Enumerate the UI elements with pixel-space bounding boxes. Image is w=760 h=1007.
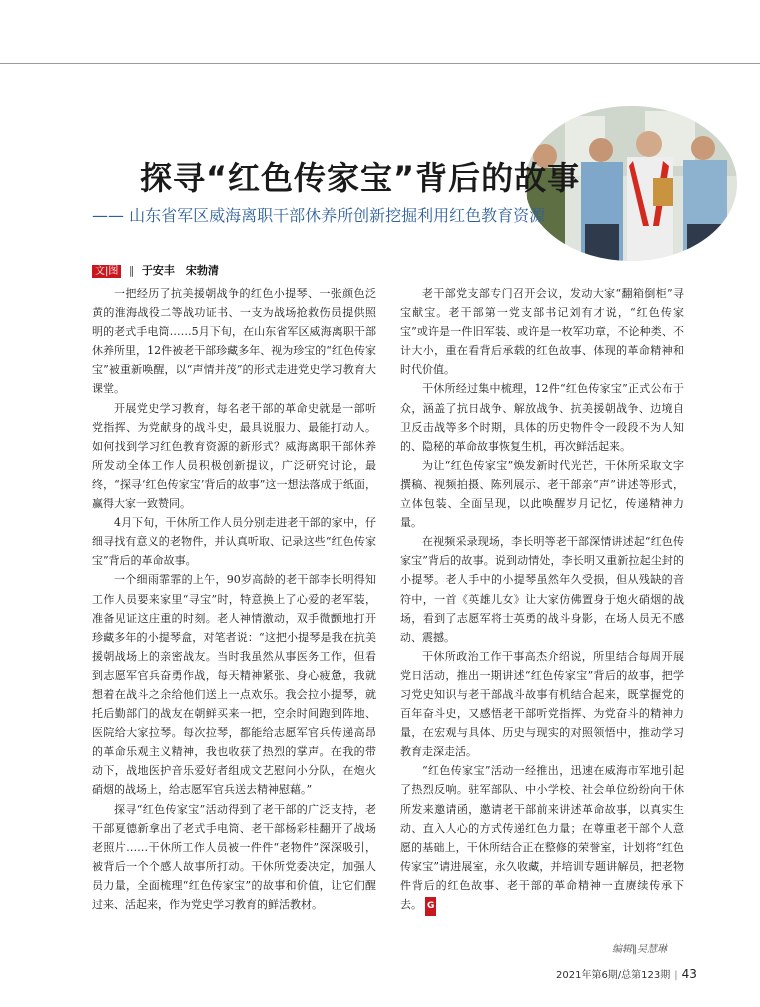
- byline-separator: ‖: [128, 264, 135, 277]
- paragraph: 探寻“红色传家宝”活动得到了老干部的广泛支持，老干部夏德新拿出了老式手电筒、老干部杨彩桂翻开了战场老照片……干休所工作人员被一件件“老物件”深深吸引，被背后一个个感人故事所打动。干休所党委决定，加强人员力量，全面梳理“红色传家宝”的故事和价值，让它们醒过来、活起来，作为党史学习教育的鲜活教材。: [92, 802, 376, 911]
- paragraph: 在视频采录现场，李长明等老干部深情讲述起“红色传家宝”背后的故事。说到动情处，李长明又重新拉起尘封的小提琴。老人手中的小提琴虽然年久受损，但从残缺的音符中，一首《英雄儿女》让大家仿佛置身于炮火硝烟的战场，看到了志愿军将士英勇的战斗身影，在场人员无不感动、震撼。: [400, 535, 684, 644]
- paragraph-text: “红色传家宝”活动一经推出，迅速在威海市军地引起了热烈反响。驻军部队、中小学校、社会单位纷纷向干休所发来邀请函，邀请老干部前来讲述革命故事，以真实生动、直入人心的方式传递红色力量；在尊重老干部个人意愿的基础上，干休所结合正在整修的荣誉室，计划将“红色传家宝”请进展室，永久收藏，并培训专题讲解员，把老物件背后的红色故事、老干部的革命精神一直赓续传承下去。: [400, 764, 684, 911]
- paragraph-last: [400, 761, 684, 916]
- paragraph: 4月下旬，干休所工作人员分别走进老干部的家中，仔细寻找有意义的老物件，并认真听取、记录这些“红色传家宝”背后的革命故事。: [92, 516, 376, 568]
- issue-info: 2021年第6期/总第123期: [556, 970, 671, 981]
- paragraph: 一把经历了抗美援朝战争的红色小提琴、一张颜色泛黄的淮海战役二等战功证书、一支为战场抢救伤员提供照明的老式手电筒……5月下旬，在山东省军区威海离职干部休养所里，12件被老干部珍藏多年、视为珍宝的“红色传家宝”被重新唤醒，以“声情并茂”的形式走进党史学习教育大课堂。: [92, 287, 376, 396]
- paragraph: 为让“红色传家宝”焕发新时代光芒，干休所采取文字撰稿、视频拍摄、陈列展示、老干部亲“声”讲述等形式，立体包装、全面呈现，以此唤醒岁月记忆，传递精神力量。: [400, 458, 684, 530]
- byline-tag: 文|图: [92, 265, 121, 278]
- paragraph: 老干部党支部专门召开会议，发动大家“翻箱倒柜”寻宝献宝。老干部第一党支部书记刘有才说，“红色传家宝”或许是一件旧军装、或许是一枚军功章，不论种类、不计大小，重在看背后承载的红色故事、体现的革命精神和时代价值。: [400, 287, 684, 377]
- article-title: 探寻“红色传家宝”背后的故事: [140, 159, 581, 197]
- footer-separator: |: [674, 970, 678, 981]
- article-subtitle: —— 山东省军区威海离职干部休养所创新挖掘利用红色教育资源: [92, 206, 546, 225]
- header-rule: [0, 63, 760, 64]
- paragraph: 一个细雨霏霏的上午，90岁高龄的老干部李长明得知工作人员要来家里“寻宝”时，特意换上了心爱的老军装，准备见证这庄重的时刻。老人神情激动，双手微颤地打开珍藏多年的小提琴盒，对笔者说：“这把小提琴是我在抗美援朝战场上的亲密战友。当时我虽然从事医务工作，但看到志愿军官兵奋勇作战，每天精神紧张、身心疲惫，我就想着在战斗之余给他们送上一点欢乐。我会拉小提琴，就托后勤部门的战友在朝鲜买来一把，空余时间跑到阵地、医院给大家拉琴。每次拉琴，都能给志愿军官兵传递高昂的革命乐观主义精神，我也收获了热烈的掌声。在我的带动下，战地医护音乐爱好者组成文艺慰问小分队，在炮火硝烟的战场上，给志愿军官兵送去精神慰藉。”: [92, 573, 376, 797]
- editor-credit: 编辑‖吴慧琳: [612, 944, 667, 955]
- paragraph: 干休所政治工作干事高杰介绍说，所里结合每周开展党日活动，推出一期讲述“红色传家宝”背后的故事，把学习党史知识与老干部战斗故事有机结合起来，既掌握党的百年奋斗史，又感悟老干部听党指挥、为党奋斗的精神力量，在宏观与具体、历史与现实的对照领悟中，推动学习教育走深走活。: [400, 649, 684, 759]
- right-column: [400, 284, 684, 916]
- paragraph: 开展党史学习教育，每名老干部的革命史就是一部听党指挥、为党献身的战斗史，最具说服力、最能打动人。如何找到学习红色教育资源的新形式？威海离职干部休养所发动全体工作人员积极创新提议，广泛研究讨论，最终，“探寻‘红色传家宝’背后的故事”这一想法落成于纸面，赢得大家一致赞同。: [92, 401, 376, 511]
- page-number: 43: [681, 967, 697, 981]
- paragraph: 干休所经过集中梳理，12件“红色传家宝”正式公布于众，涵盖了抗日战争、解放战争、抗美援朝战争、边境自卫反击战等多个时期，具体的历史物件令一段段不为人知的、隐秘的革命故事恢复生机，再次鲜活起来。: [400, 382, 684, 453]
- page-footer: [556, 966, 697, 981]
- byline: [92, 262, 219, 278]
- left-column: [92, 284, 376, 914]
- end-mark: G: [425, 897, 436, 916]
- byline-authors: 于安丰 宋勃清: [141, 264, 219, 277]
